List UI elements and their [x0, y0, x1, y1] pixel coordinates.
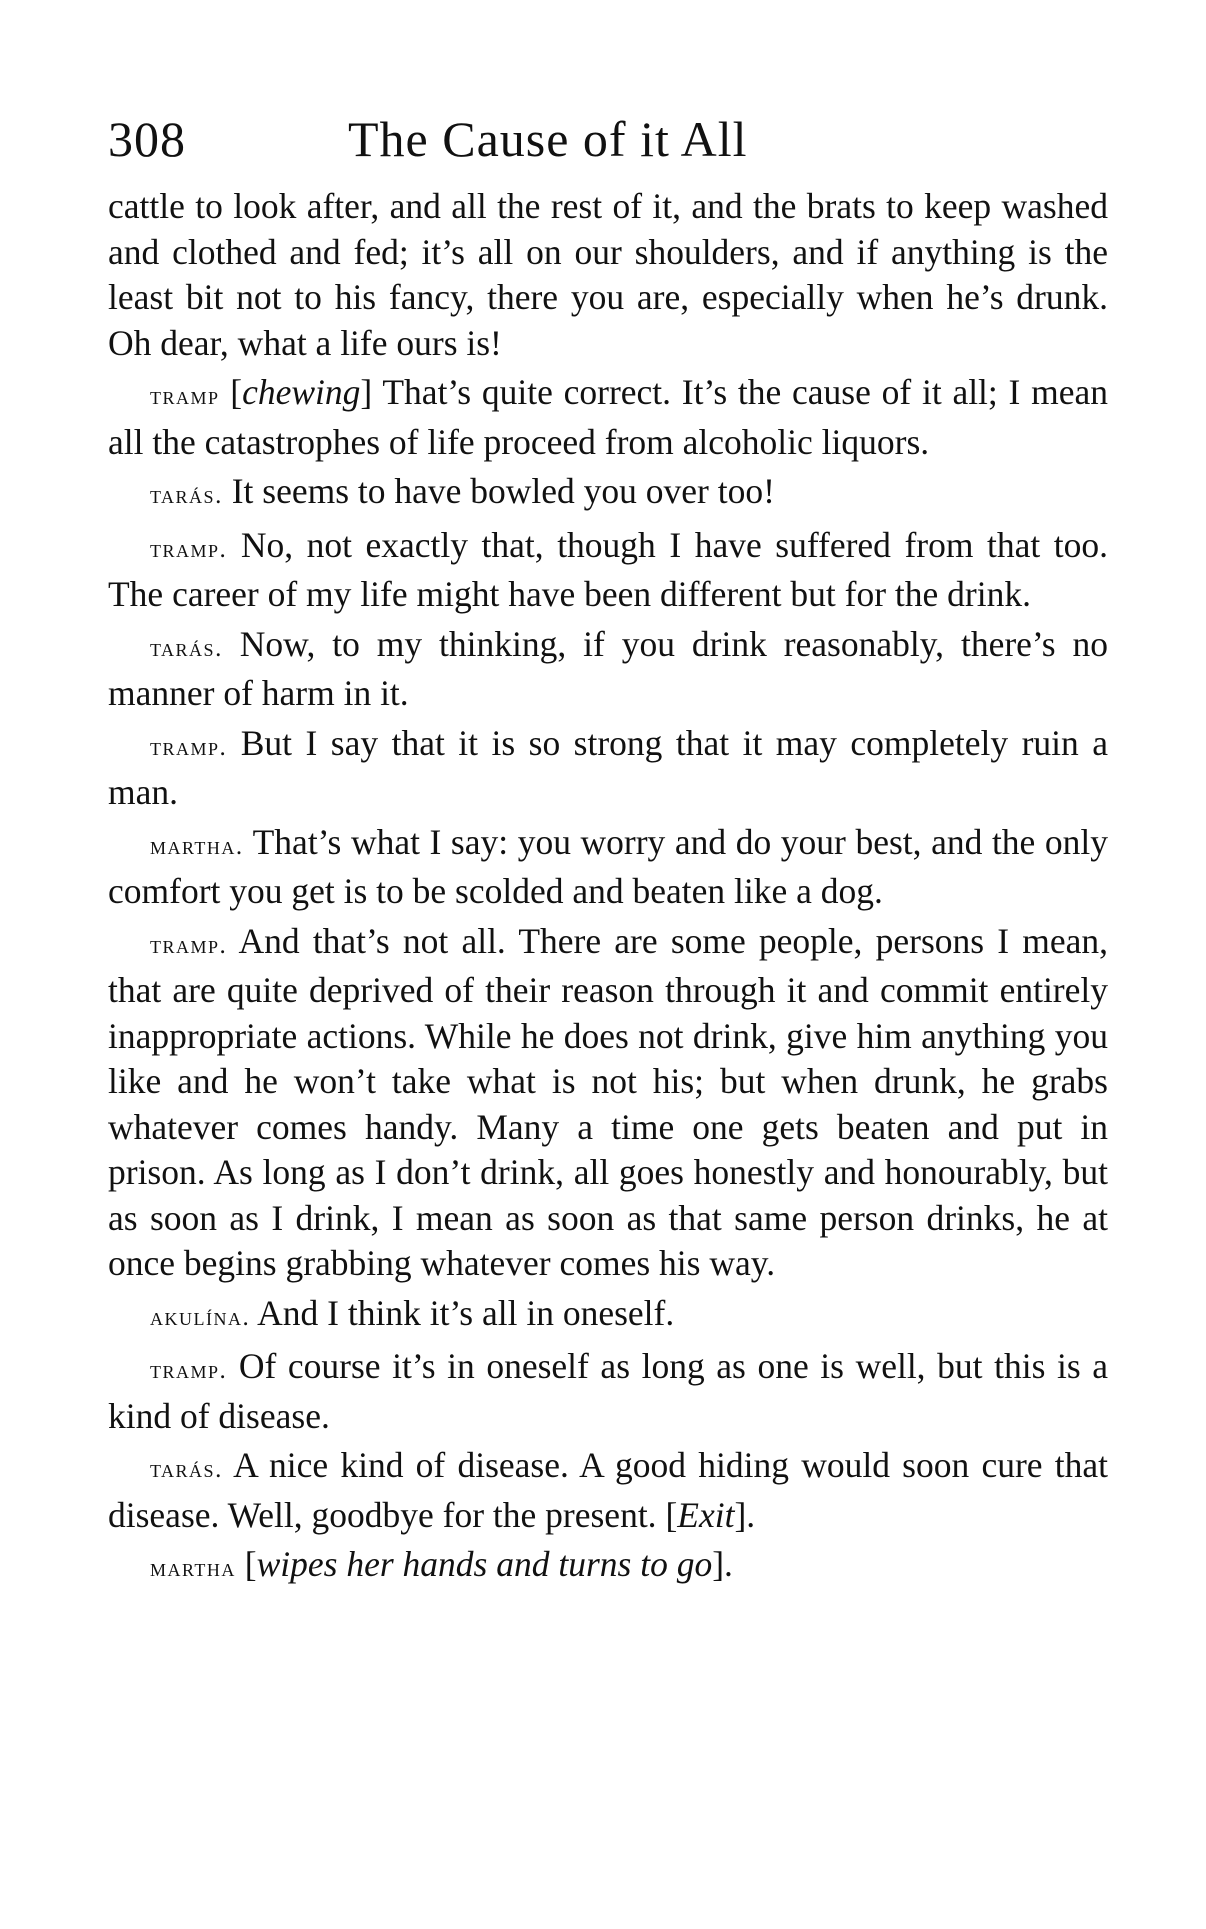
exit-direction: [Exit].: [665, 1494, 756, 1535]
paragraph-tramp-5: [108, 1344, 1108, 1439]
paragraph-taras-3: [108, 1443, 1108, 1538]
dialogue-text: It seems to have bowled you over too!: [231, 471, 775, 511]
dialogue-text: And that’s not all. There are some people, persons I mean, that are quite deprived of their reason through it and commit entirely inappropriate actions. While he does not drink, give him anything you like and he won’t take what is not his; but when drunk, he grabs whatever comes handy. Many a time one gets beaten and put in prison. As long as I don’t drink, all goes honestly and honourably, but as soon as I drink, I mean as soon as that same person drinks, he at once begins grabbing whatever comes his way.: [108, 920, 1109, 1283]
book-page: [108, 110, 1108, 1596]
dialogue-text: No, not exactly that, though I have suffered from that too. The career of my life might have been different but for the drink.: [108, 524, 1109, 614]
paragraph-martha-1: [108, 820, 1108, 915]
speaker-name: tarás.: [150, 634, 223, 662]
paragraph-taras-1: [108, 469, 1108, 519]
paragraph-continuation: [108, 184, 1108, 366]
speaker-name: tramp.: [150, 931, 228, 959]
page-number: 308: [108, 111, 186, 167]
speaker-name: tarás.: [150, 1456, 223, 1483]
dialogue-text: That’s what I say: you worry and do your best, and the only comfort you get is to be scolded and beaten like a dog.: [108, 821, 1109, 911]
speaker-name: akulína.: [150, 1303, 251, 1331]
stage-direction: [chewing]: [230, 372, 373, 412]
stage-direction: [wipes her hands and turns to go].: [244, 1544, 733, 1584]
running-title: The Cause of it All: [348, 111, 748, 167]
paragraph-tramp-4: [108, 919, 1108, 1287]
dialogue-text: And I think it’s all in oneself.: [257, 1292, 675, 1333]
speaker-name: tramp.: [150, 733, 228, 761]
paragraph-tramp-2: [108, 523, 1108, 618]
speaker-name: tramp.: [150, 535, 228, 563]
paragraph-tramp-3: [108, 721, 1108, 816]
paragraph-tramp-1: [108, 370, 1108, 465]
dialogue-text: Of course it’s in oneself as long as one is well, but this is a kind of disease.: [108, 1346, 1108, 1436]
dialogue-text: cattle to look after, and all the rest of it, and the brats to keep washed and clothed and fed; it’s all on our shoulders, and if anything is the least bit not to his fancy, there you are, especially when he’s drunk. Oh dear, what a life ours is!: [108, 186, 1108, 363]
paragraph-taras-2: [108, 622, 1108, 717]
page-header: [108, 110, 1108, 180]
speaker-name: martha: [150, 1555, 236, 1582]
paragraph-martha-2: [108, 1542, 1108, 1592]
speaker-name: martha.: [150, 832, 244, 860]
paragraph-akulina-1: [108, 1291, 1108, 1341]
speaker-name: tarás.: [150, 482, 223, 509]
dialogue-text: That’s quite correct. It’s the cause of it all; I mean all the catastrophes of life proceed from alcoholic liquors.: [108, 372, 1109, 462]
dialogue-text: Now, to my thinking, if you drink reasonably, there’s no manner of harm in it.: [108, 623, 1108, 713]
dialogue-text: But I say that it is so strong that it may completely ruin a man.: [108, 722, 1109, 812]
dialogue-text: A nice kind of disease. A good hiding would soon cure that disease. Well, goodbye for the present.: [108, 1445, 1108, 1535]
speaker-name: tramp.: [150, 1357, 228, 1384]
page-body: [108, 184, 1108, 1592]
speaker-name: tramp: [150, 383, 220, 410]
